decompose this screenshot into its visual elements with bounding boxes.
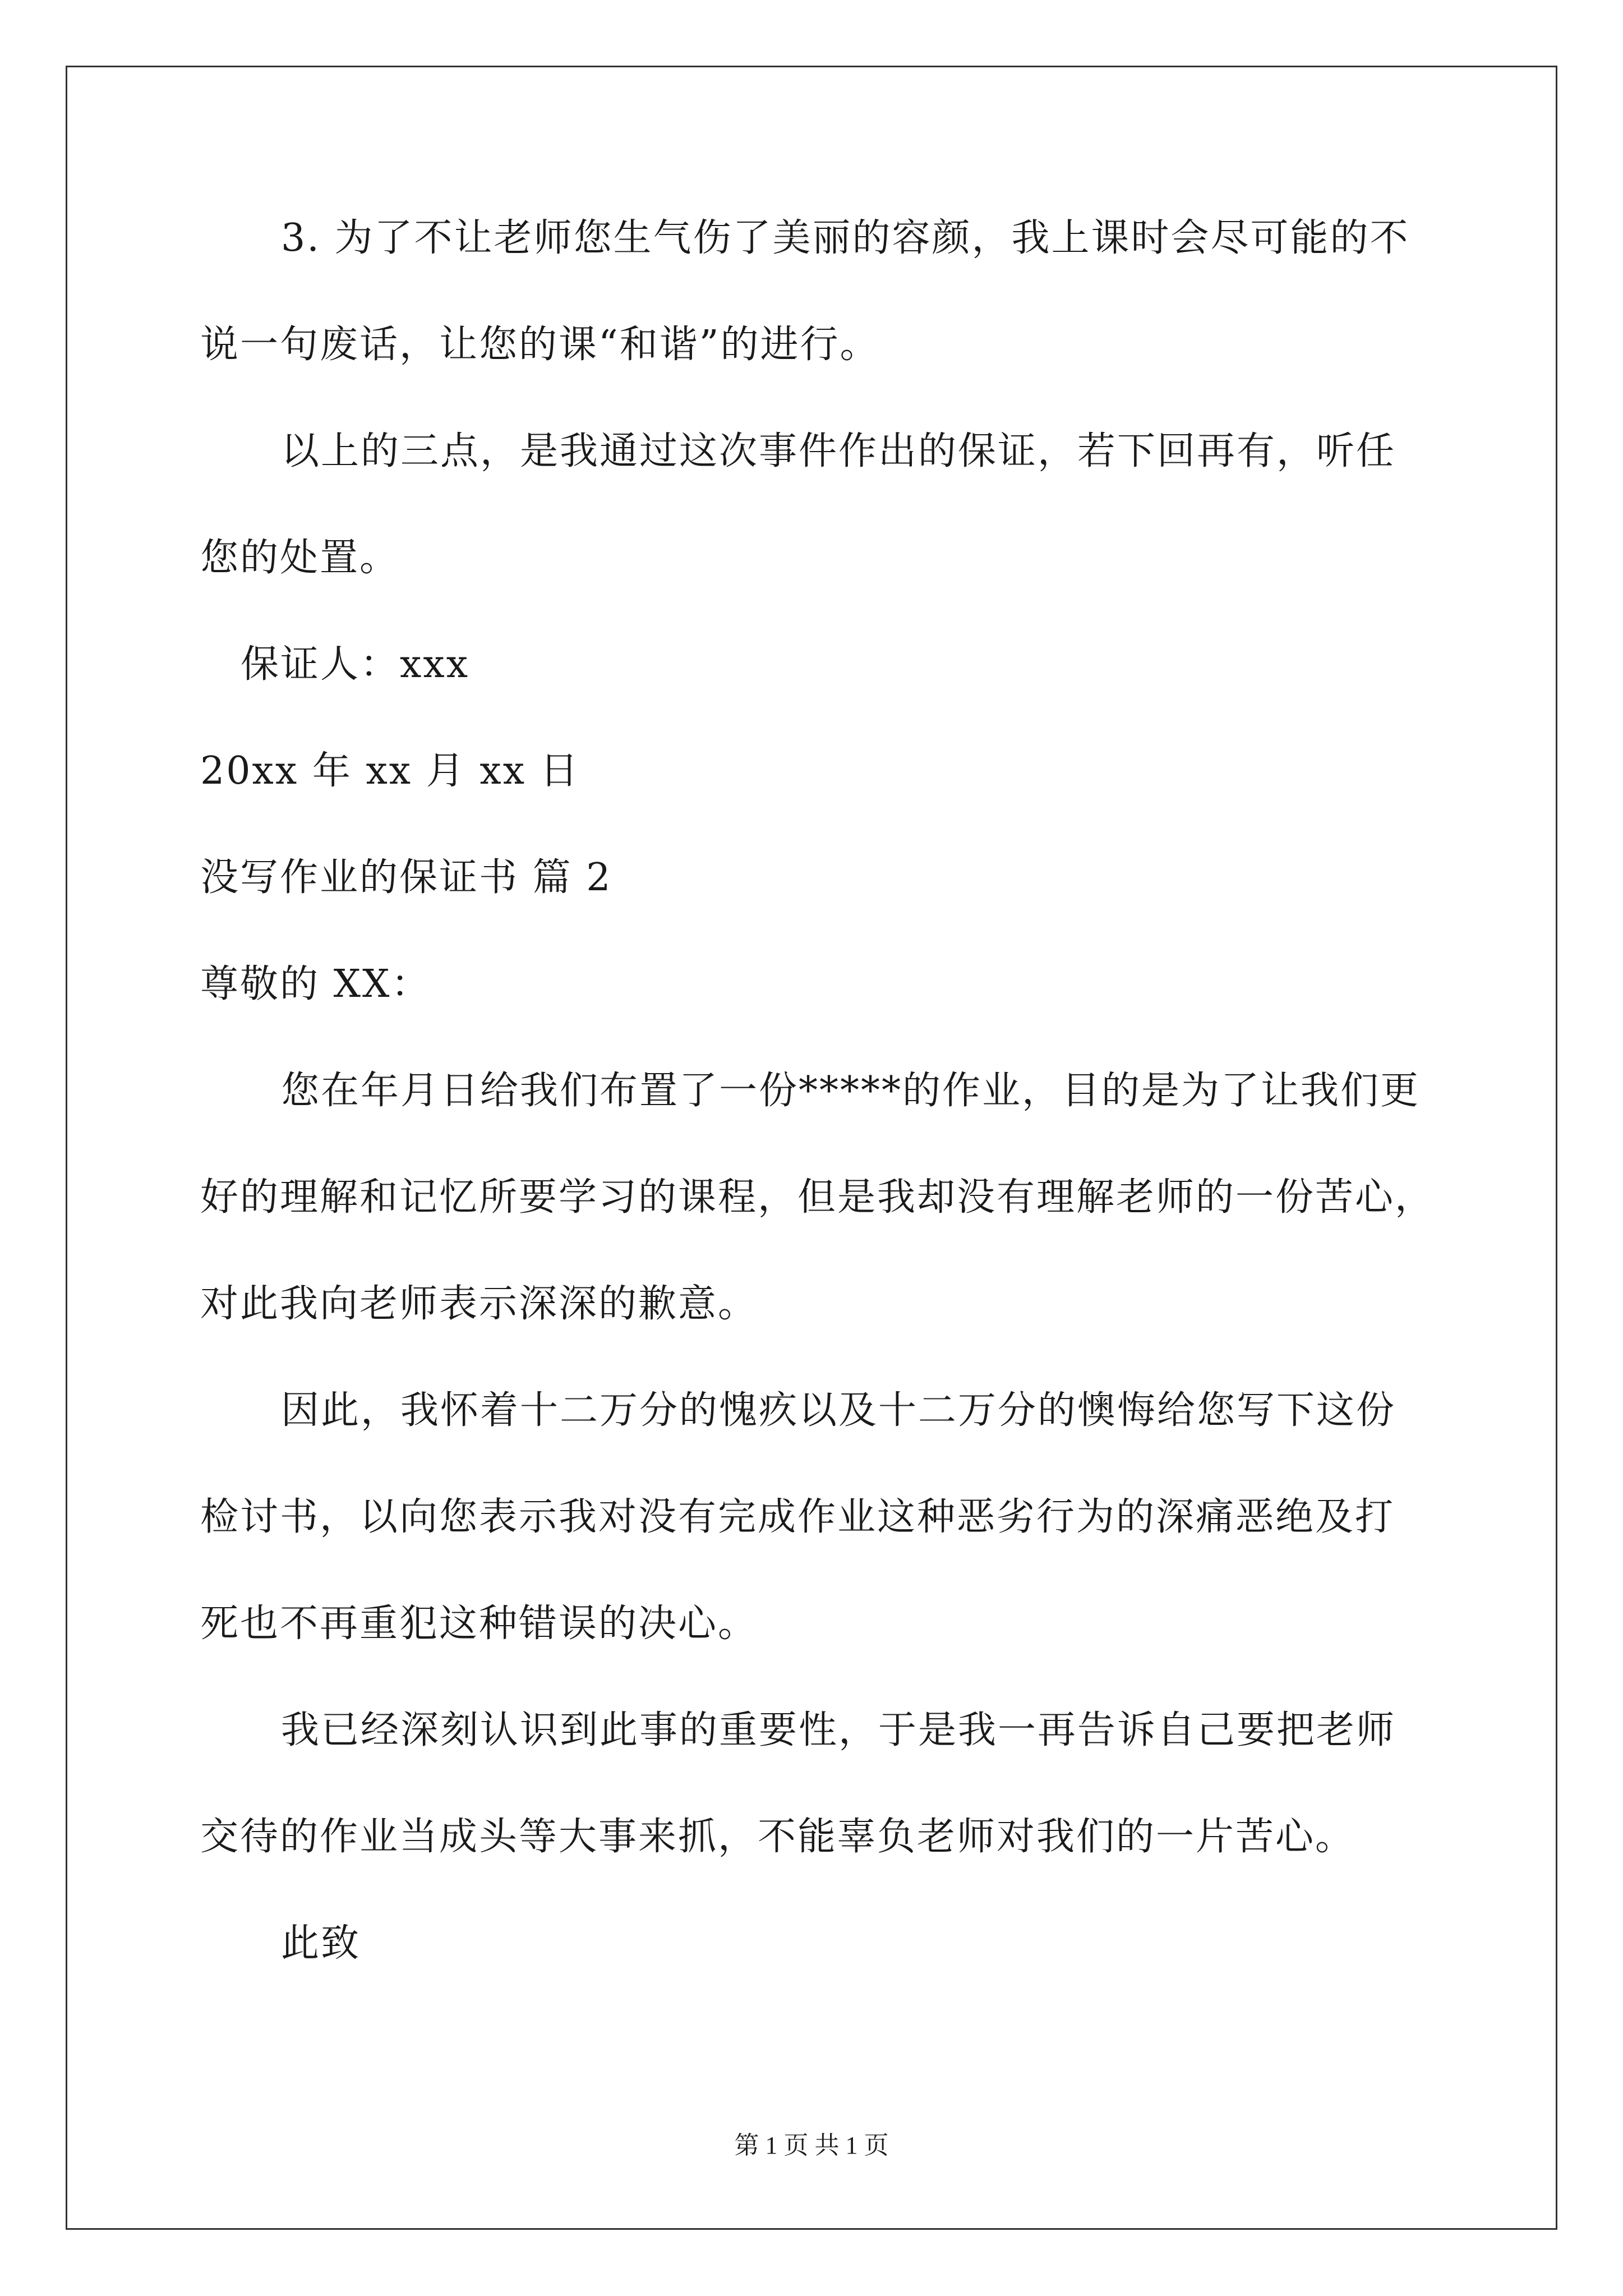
paragraph-line: 说一句废话，让您的课“和谐”的进行。: [200, 323, 880, 367]
date-line: 20xx 年 xx 月 xx 日: [200, 749, 580, 793]
paragraph-line: 3. 为了不让老师您生气伤了美丽的容颜，我上课时会尽可能的不: [281, 216, 1410, 260]
paragraph-line: 死也不再重犯这种错误的决心。: [200, 1602, 758, 1646]
paragraph-line: 因此，我怀着十二万分的愧疚以及十二万分的懊悔给您写下这份: [281, 1388, 1396, 1433]
paragraph-line: 交待的作业当成头等大事来抓，不能辜负老师对我们的一片苦心。: [200, 1815, 1355, 1859]
paragraph-line: 检讨书，以向您表示我对没有完成作业这种恶劣行为的深痛恶绝及打: [200, 1495, 1395, 1539]
salutation: 尊敬的 XX：: [200, 962, 431, 1006]
closing-line: 此致: [281, 1921, 361, 1966]
paragraph-line: 我已经深刻认识到此事的重要性，于是我一再告诉自己要把老师: [281, 1708, 1396, 1752]
section-heading: 没写作业的保证书 篇 2: [200, 855, 612, 900]
page-footer: 第 1 页 共 1 页: [734, 2132, 889, 2159]
paragraph-line: 以上的三点，是我通过这次事件作出的保证，若下回再有，听任: [281, 429, 1396, 473]
paragraph-line: 对此我向老师表示深深的歉意。: [200, 1282, 758, 1326]
paragraph-line: 您在年月日给我们布置了一份*****的作业，目的是为了让我们更: [281, 1069, 1421, 1113]
guarantor-line: 保证人：xxx: [241, 642, 470, 687]
page-border: [66, 66, 1557, 2230]
paragraph-line: 您的处置。: [200, 536, 400, 580]
paragraph-line: 好的理解和记忆所要学习的课程，但是我却没有理解老师的一份苦心，: [200, 1175, 1435, 1220]
